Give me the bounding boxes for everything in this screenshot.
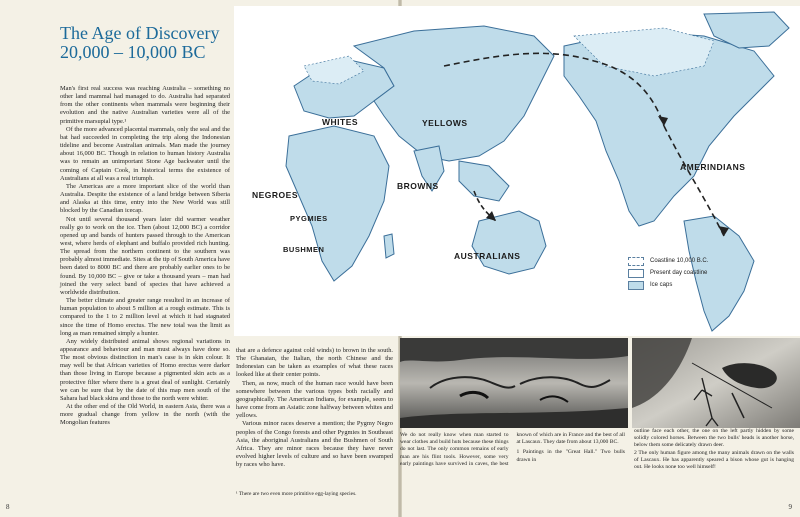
paragraph: Man's first real success was reaching Australia – something no other land mammal had managed to do. Australia had separated from the other continents when mammals were beginning their evolution and the native Australian varieties were all of the primitive marsupial type.¹ — [60, 85, 230, 125]
paragraph: 2 The only human figure among the many animals drawn on the walls of Lascaux. He has apparently speared a bison whose gut is hanging out. He looks none too well himself! — [634, 449, 794, 471]
body-column-2 — [236, 347, 393, 469]
map-label-australians: AUSTRALIANS — [454, 251, 521, 261]
legend-label: Present day coastline — [650, 270, 708, 276]
page-subtitle: 20,000 – 10,000 BC — [60, 42, 206, 62]
map-label-browns: BROWNS — [397, 181, 439, 191]
footnote: ¹ There are two even more primitive egg-laying species. — [236, 491, 357, 497]
map-label-pygmies: PYGMIES — [290, 214, 328, 223]
paragraph: Any widely distributed animal shows regional variations in appearance and behaviour and man must always have done so. The most obvious distinction in man's case is in skin colour. It may well be that African varieties of Homo erectus were darker than those living in Europe because a pigmented skin acts as a protective filter where there is a great deal of sunlight. Certainly we can be sure that by the date of this map men south of the Sahara had black skins and those to the north were whiter. — [60, 337, 230, 402]
paragraph: Not until several thousand years later did warmer weather really go to work on the ice. Then (about 12,000 BC) a corridor opened up and bands of hunters passed through to the American west, where herds of elephant and buffalo provided rich hunting. The spread from the northern continent to the southern was probably almost immediate. Sites at the tip of South America have been dated to 8000 BC and there are probably earlier ones to be found. By 10,000 BC – give or take a thousand years – man had joined the very select band of species that have achieved a worldwide distribution. — [60, 215, 230, 296]
paragraph: The Americas are a more important slice of the world than Australia. Despite the existence of a land bridge between Siberia and Alaska at this time, entry into the New World was still blocked by the Canadian icecap. — [60, 182, 230, 215]
page-title: The Age of Discovery — [60, 23, 220, 43]
cave-painting-photo-great-hall — [400, 338, 628, 428]
paragraph: 1 Paintings in the "Great Hall." Two bulls drawn in — [516, 449, 625, 463]
paragraph: We do not really know when man started to wear clothes and build huts because these things do not last. The only common remains of early man are his flint tools. However, some very early paintings have survived in caves, the best known of which are in France and the best of all at Lascaux. They date from about 13,000 BC. — [400, 432, 625, 467]
legend-item — [628, 255, 708, 267]
legend-label: Coastline 10,000 B.C. — [650, 258, 709, 264]
australia-landmass — [472, 211, 546, 274]
legend-item — [628, 267, 708, 279]
paragraph: outline face each other, the one on the left partly hidden by some solidly colored horses. Between the two bulls' heads is another horse, below them some delicately drawn deer. — [634, 428, 794, 449]
legend-label: Ice caps — [650, 282, 673, 288]
paragraph: Of the more advanced placental mammals, only the seal and the bat had succeeded in completing the trip along the Indonesian tideline and become Australian animals. Man made the journey about 16,000 BC. Though in relation to human history Australia was to remain an unimportant Stone Age backwater until the coming of Captain Cook, in historical terms the existence of Australians at all was a real triumph. — [60, 125, 230, 182]
line-coast-swatch-icon — [628, 269, 644, 278]
cave-painting-photo-human-figure — [632, 338, 800, 428]
paragraph: Then, as now, much of the human race would have been somewhere between the various types both racially and geographically. The American Indians, for example, seem to have come from an Asiatic zone halfway between whites and yellows. — [236, 379, 393, 420]
map-label-negroes: NEGROES — [252, 190, 299, 200]
legend-item — [628, 279, 708, 291]
map-label-yellows: YELLOWS — [422, 118, 468, 128]
map-label-amerindians: AMERINDIANS — [680, 162, 746, 172]
body-column-1 — [60, 85, 230, 428]
ice-cap-swatch-icon — [628, 281, 644, 290]
madagascar-landmass — [384, 234, 394, 258]
map-label-whites: WHITES — [322, 117, 359, 127]
page-number-right: 9 — [788, 503, 792, 511]
paragraph: that are a defence against cold winds) to brown in the south. The Ghanaian, the Italian, the north Chinese and the Indonesian can be taken as examples of what these races looked like at their center points. — [236, 347, 393, 379]
caption-column-4 — [634, 428, 794, 471]
dotted-coast-swatch-icon — [628, 257, 644, 266]
paragraph: Various minor races deserve a mention; the Pygmy Negro peoples of the Congo forests and other Pygmies in Southeast Asia, the aboriginal Australians and the Bushmen of South Africa. They are minor races because they have never evolved higher levels of culture and so have been swamped by races who have. — [236, 420, 393, 469]
map-legend — [628, 255, 708, 291]
paragraph: At the other end of the Old World, in eastern Asia, there was a more gradual change from yellow in the north (with the Mongolian features — [60, 403, 230, 427]
caption-column-3 — [400, 432, 625, 468]
paragraph: The better climate and greater range resulted in an increase of human population to about 5 million at a rough estimate. This is compared to the 1 to 2 million level at which it had stagnated since the time of Homo erectus. The new total was the limit as long as man remained simply a hunter. — [60, 297, 230, 337]
page-number-left: 8 — [6, 503, 10, 511]
map-label-bushmen: BUSHMEN — [283, 245, 325, 254]
